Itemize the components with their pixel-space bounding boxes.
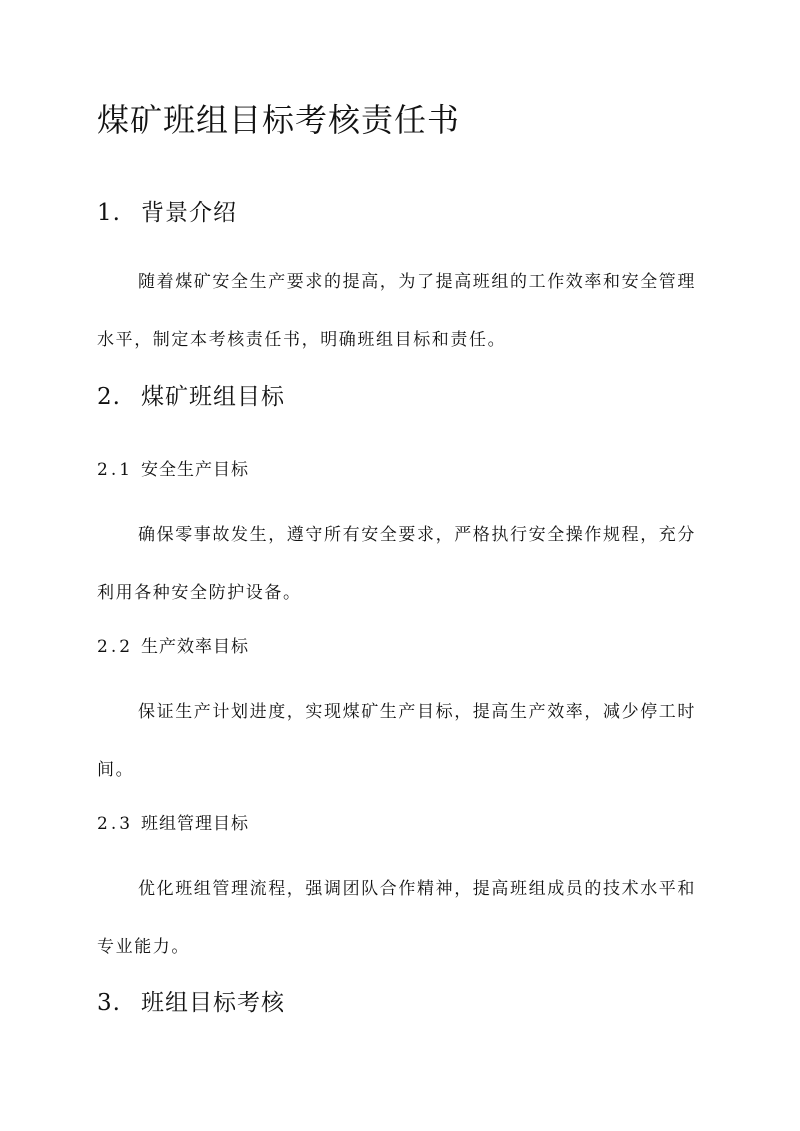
section-title: 班组目标考核 (141, 990, 285, 1016)
subsection-heading-2-1 (97, 457, 249, 483)
section-heading-3 (97, 986, 285, 1020)
subsection-number: 2.1 (97, 460, 134, 480)
subsection-title: 生产效率目标 (141, 637, 249, 657)
subsection-paragraph: 优化班组管理流程，强调团队合作精神，提高班组成员的技术水平和专业能力。 (97, 879, 696, 957)
section-number: 2. (97, 384, 121, 410)
document-title: 煤矿班组目标考核责任书 (97, 101, 461, 139)
subsection-title: 班组管理目标 (141, 814, 249, 834)
section-paragraph: 随着煤矿安全生产要求的提高，为了提高班组的工作效率和安全管理水平，制定本考核责任书，明确班组目标和责任。 (97, 272, 696, 350)
section-heading-2 (97, 380, 285, 414)
section-title: 背景介绍 (141, 200, 237, 226)
subsection-paragraph: 保证生产计划进度，实现煤矿生产目标，提高生产效率，减少停工时间。 (97, 702, 696, 780)
section-heading-1 (97, 196, 237, 230)
subsection-heading-2-2 (97, 634, 249, 660)
subsection-number: 2.2 (97, 637, 134, 657)
section-number: 3. (97, 990, 121, 1016)
subsection-heading-2-3 (97, 811, 249, 837)
section-number: 1. (97, 200, 121, 226)
section-title: 煤矿班组目标 (141, 384, 285, 410)
subsection-number: 2.3 (97, 814, 134, 834)
subsection-paragraph: 确保零事故发生，遵守所有安全要求，严格执行安全操作规程，充分利用各种安全防护设备。 (97, 525, 696, 603)
subsection-title: 安全生产目标 (141, 460, 249, 480)
